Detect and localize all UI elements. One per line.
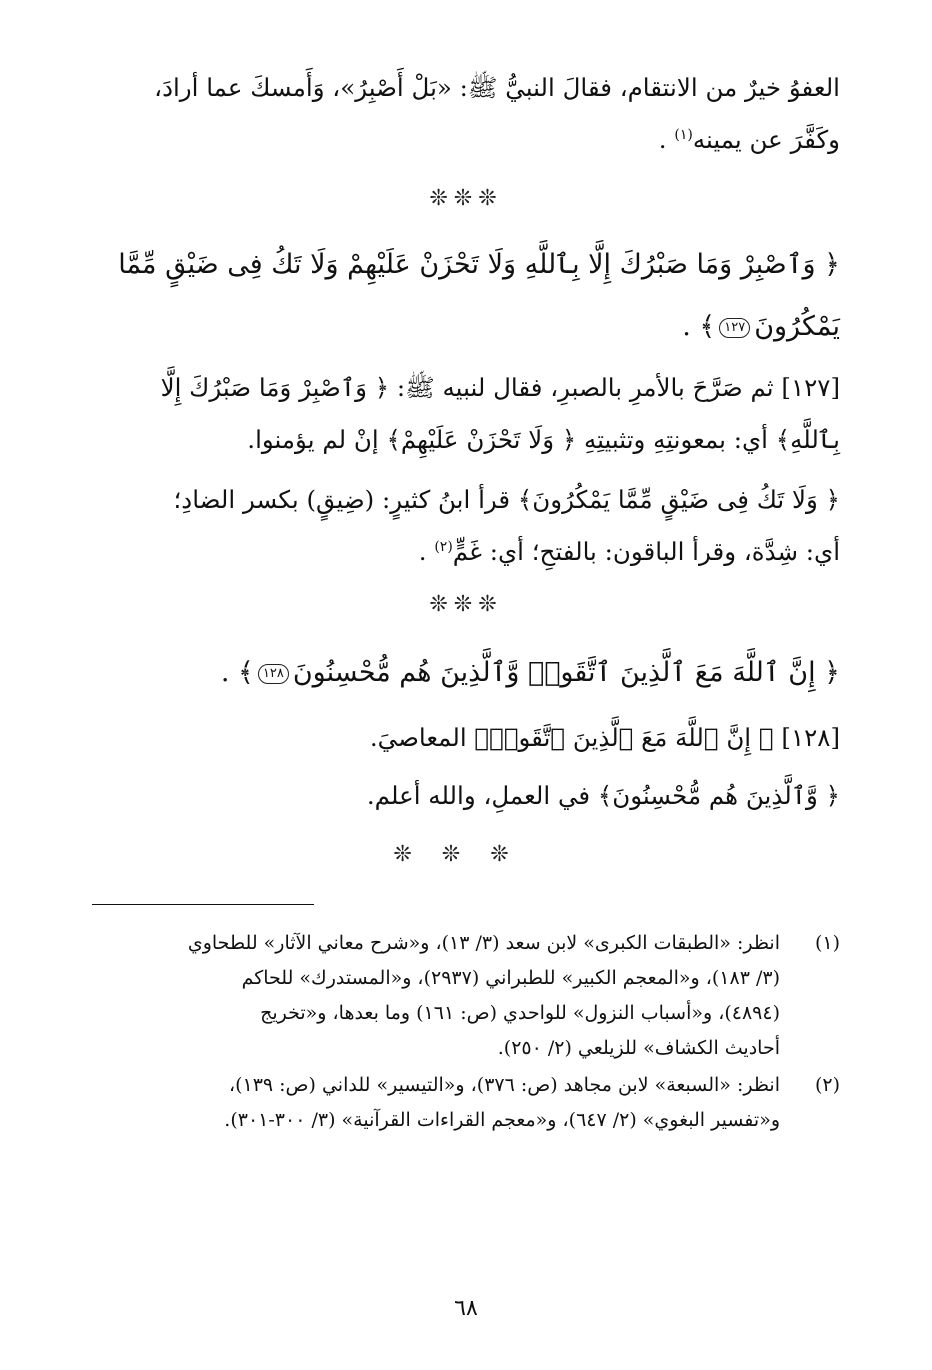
text-span: . xyxy=(418,537,427,566)
text-line: العفوُ خيرٌ من الانتقام، فقالَ النبيُّ ﷺ: «بَلْ أَصْبِرُ»، وَأَمسكَ عما أرادَ، xyxy=(154,73,840,102)
text-line xyxy=(90,114,840,166)
quran-line xyxy=(90,296,840,358)
text-line: بِٱللَّهِ﴾ أي: بمعونتِهِ وتثبيتِهِ ﴿ وَلَا تَحْزَنْ عَلَيْهِمْ﴾ إنْ لم يؤمنوا. xyxy=(247,425,840,454)
quran-span: يَمْكُرُونَ xyxy=(754,311,840,342)
quran-line: ﴿ وَٱصْبِرْ وَمَا صَبْرُكَ إِلَّا بِٱللَّهِ وَلَا تَحْزَنْ عَلَيْهِمْ وَلَا تَكُ فِى ضَيْقٍ مِّمَّا xyxy=(118,249,840,280)
text-line xyxy=(90,526,840,578)
footnote-line: انظر: «السبعة» لابن مجاهد (ص: ٣٧٦)، و«التيسير» للداني (ص: ١٣٩)، xyxy=(228,1074,780,1096)
footnote-marker: (٢) xyxy=(434,538,453,555)
footnotes xyxy=(90,926,840,1138)
footnote-line: (٣/ ١٨٣)، و«المعجم الكبير» للطبراني (٢٩٣٧)، و«المستدرك» للحاكم xyxy=(241,967,780,989)
text-line: [١٢٨] ﴿ إِنَّ ٱللَّهَ مَعَ ٱلَّذِينَ ٱتَّقَوا۟﴾ المعاصيَ. xyxy=(369,723,840,752)
ayah-127 xyxy=(90,234,840,358)
footnote-number: (١) xyxy=(814,932,840,954)
footnote xyxy=(90,1068,840,1138)
text-line: ﴿ وَّٱلَّذِينَ هُم مُّحْسِنُونَ﴾ في العملِ، والله أعلم. xyxy=(366,781,840,810)
footnote-divider xyxy=(92,904,314,905)
paragraph-commentary-128b xyxy=(90,770,840,822)
footnote-line: انظر: «الطبقات الكبرى» لابن سعد (٣/ ١٣)، و«شرح معاني الآثار» للطحاوي xyxy=(187,932,780,954)
paragraph-qiraat xyxy=(90,474,840,578)
footnote-number: (٢) xyxy=(814,1074,840,1096)
section-separator: ❊❊❊ xyxy=(393,842,539,867)
text-span: وكَفَّرَ عن يمينه xyxy=(692,125,840,154)
text-span: . xyxy=(658,125,667,154)
footnote-line: (٤٨٩٤)، و«أسباب النزول» للواحدي (ص: ١٦١) وما بعدها، و«تخريج xyxy=(260,1002,780,1024)
page-number: ٦٨ xyxy=(454,1296,478,1321)
paragraph-commentary-127 xyxy=(90,362,840,466)
footnote-marker: (١) xyxy=(674,126,693,143)
footnote xyxy=(90,926,840,1066)
ayah-128 xyxy=(90,642,840,704)
text-line: [١٢٧] ثم صَرَّحَ بالأمرِ بالصبرِ، فقال لنبيه ﷺ: ﴿ وَٱصْبِرْ وَمَا صَبْرُكَ إِلَّا xyxy=(160,373,840,402)
footnote-line: و«تفسير البغوي» (٢/ ٦٤٧)، و«معجم القراءات القرآنية» (٣/ ٣٠٠-٣٠١). xyxy=(224,1109,780,1131)
footnote-line: أحاديث الكشاف» للزيلعي (٢/ ٢٥٠). xyxy=(497,1037,780,1059)
quran-line xyxy=(90,642,840,704)
paragraph-commentary-128 xyxy=(90,712,840,764)
paragraph-hadith xyxy=(90,62,840,166)
ayah-number-badge: ١٢٧ xyxy=(719,318,750,338)
section-separator: ❊❊❊ xyxy=(429,186,503,211)
text-span: أي: شِدَّة، وقرأ الباقون: بالفتحِ؛ أي: غَمٍّ xyxy=(452,537,840,566)
section-separator: ❊❊❊ xyxy=(429,592,503,617)
ayah-number-badge: ١٢٨ xyxy=(258,664,289,684)
quran-span: ﴾ . xyxy=(682,311,716,342)
text-line: ﴿ وَلَا تَكُ فِى ضَيْقٍ مِّمَّا يَمْكُرُونَ﴾ قرأ ابنُ كثيرٍ: (ضِيقٍ) بكسر الضادِ؛ xyxy=(173,485,840,514)
quran-span: ﴾ . xyxy=(220,657,254,688)
quran-span: ﴿ إِنَّ ٱللَّهَ مَعَ ٱلَّذِينَ ٱتَّقَوا۟ وَّٱلَّذِينَ هُم مُّحْسِنُونَ xyxy=(292,657,840,688)
